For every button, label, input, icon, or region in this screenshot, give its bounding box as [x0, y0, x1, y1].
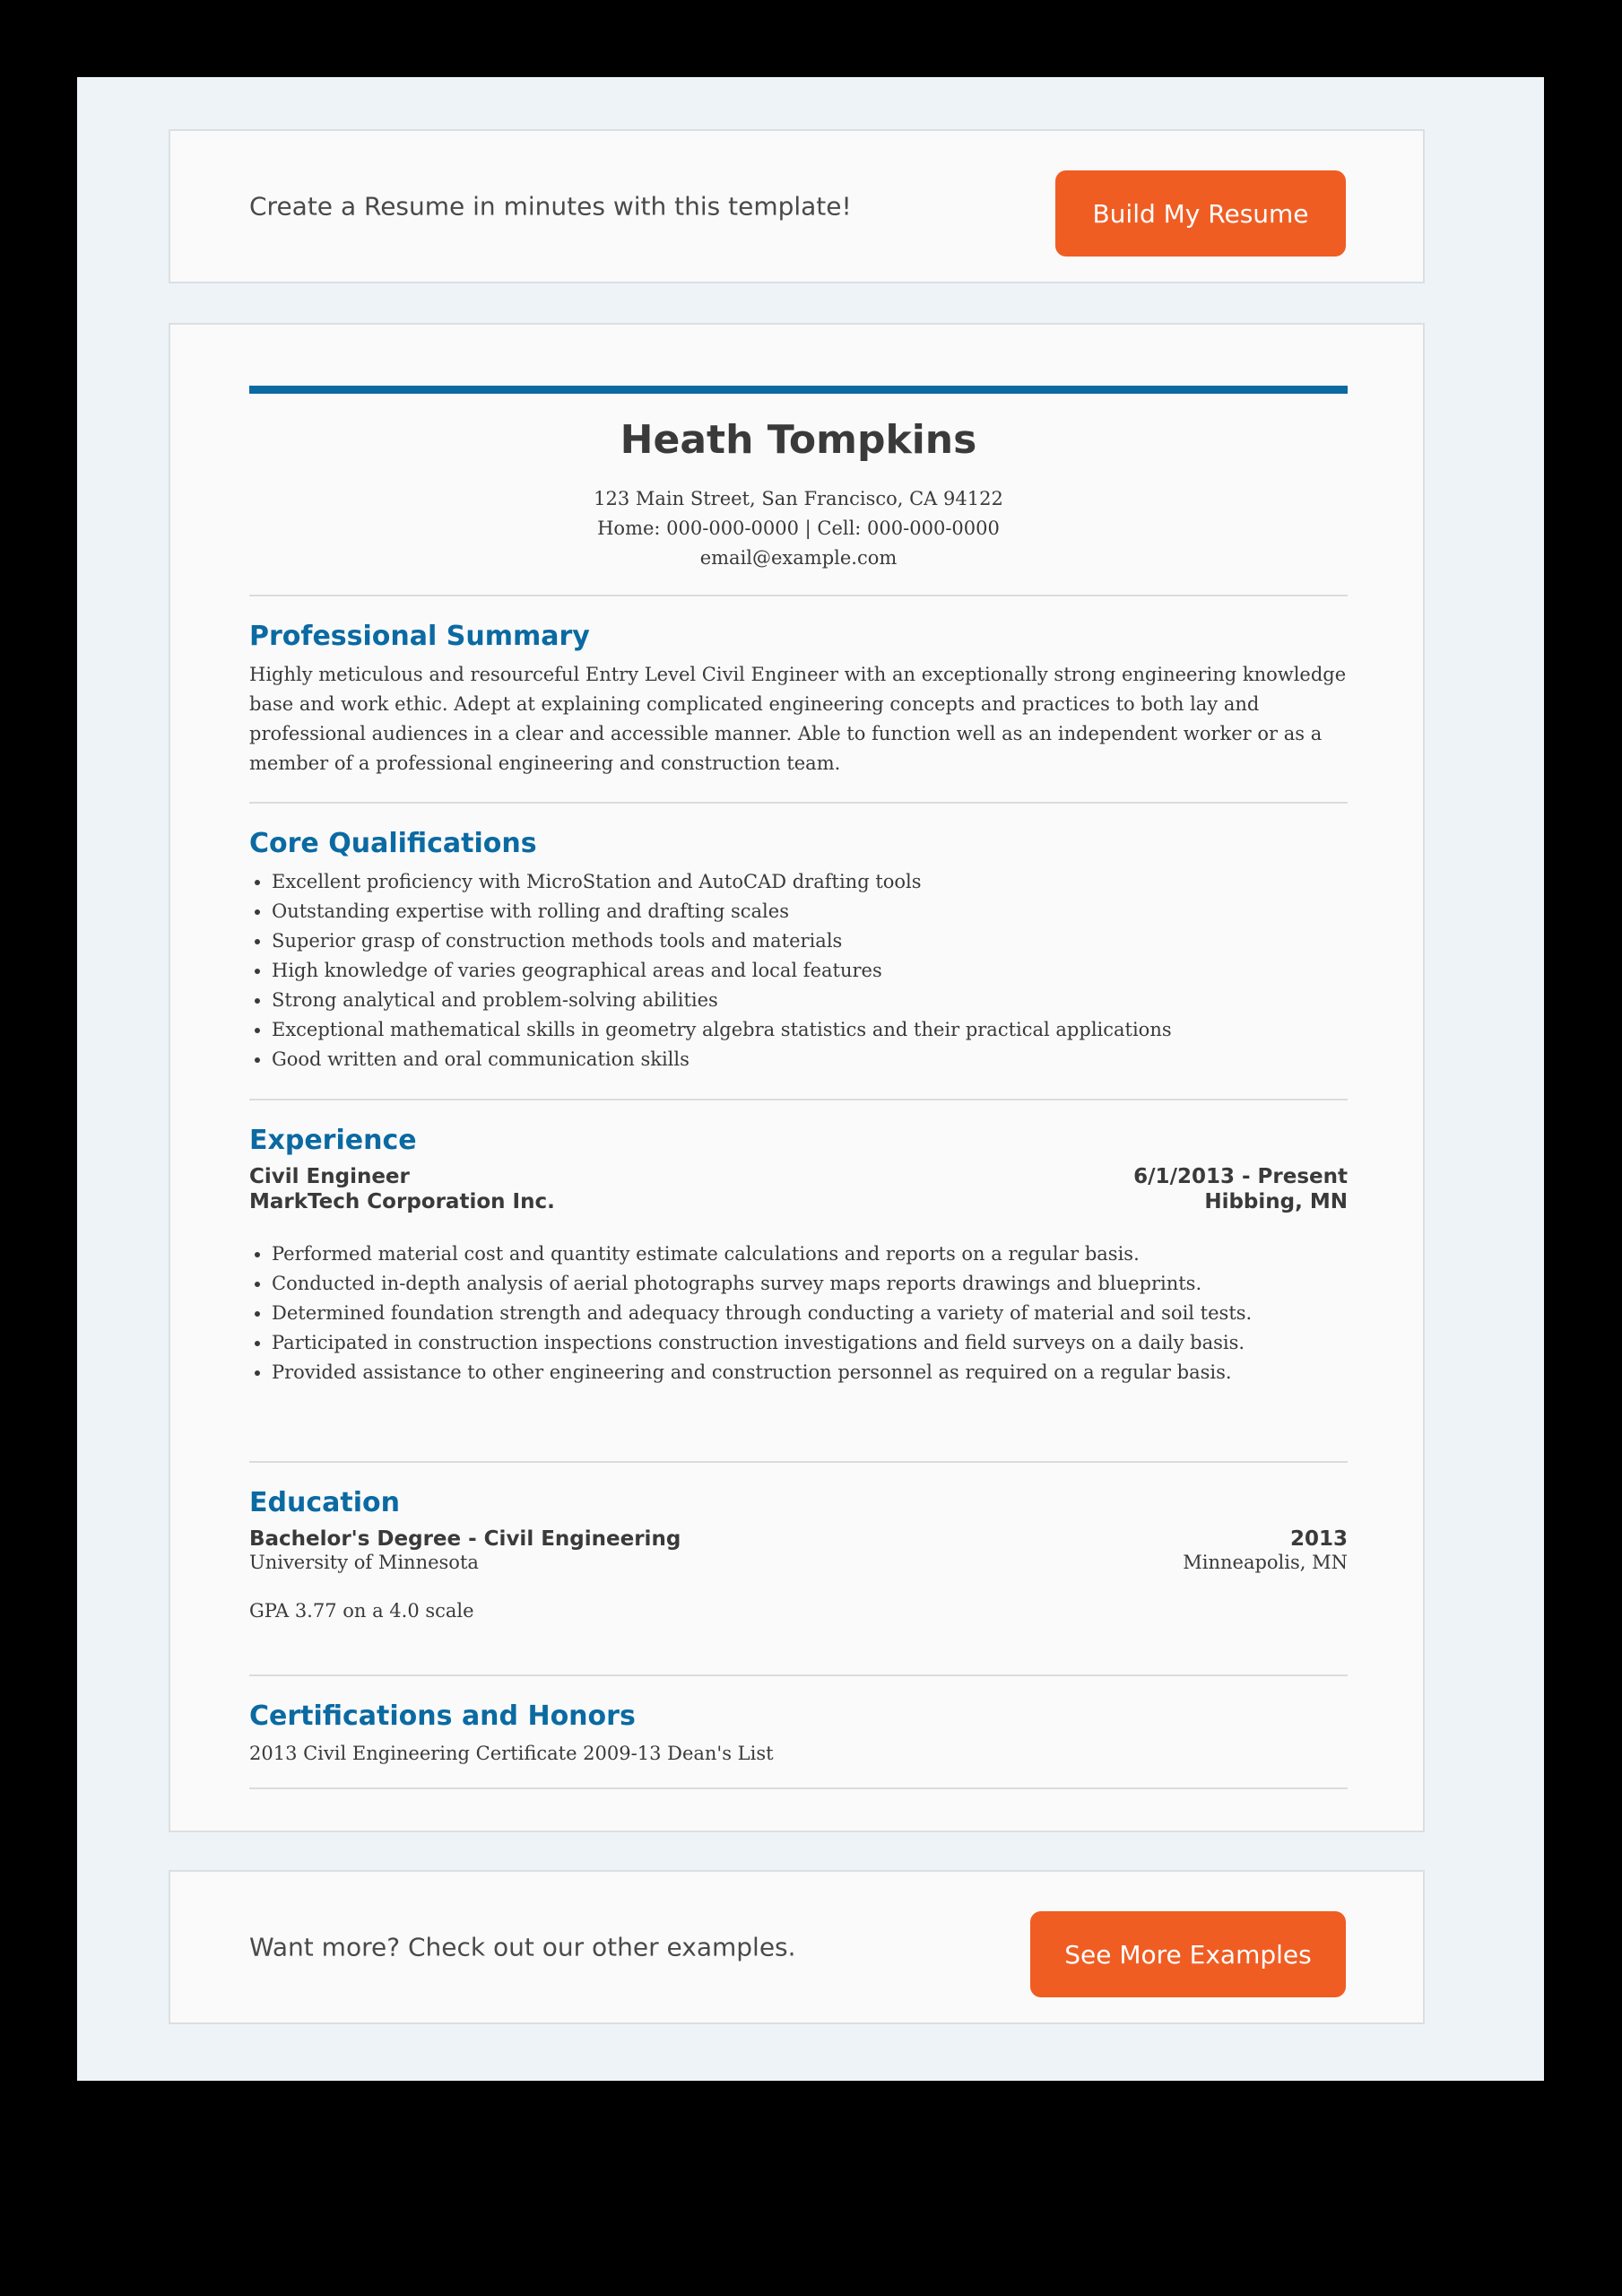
email: email@example.com	[699, 547, 898, 569]
header-accent-bar	[249, 386, 1348, 394]
school-row	[249, 1552, 1348, 1573]
qualifications-list	[249, 867, 1348, 1074]
gpa: GPA 3.77 on a 4.0 scale	[249, 1600, 474, 1622]
experience-list	[249, 1239, 1348, 1387]
divider	[249, 1099, 1348, 1100]
divider	[249, 1787, 1348, 1789]
section-title-qualifications: Core Qualifications	[249, 828, 537, 859]
list-item: • Exceptional mathematical skills in geometry algebra statistics and their practical applications	[272, 1015, 1348, 1045]
degree-row	[249, 1527, 1348, 1551]
promo-banner-bottom	[169, 1870, 1425, 2024]
list-item: • Determined foundation strength and adequacy through conducting a variety of material and soil tests.	[272, 1299, 1348, 1328]
list-item: • Superior grasp of construction methods tools and materials	[272, 926, 1348, 956]
section-title-experience: Experience	[249, 1125, 417, 1156]
company-name: MarkTech Corporation Inc.	[249, 1190, 555, 1213]
divider	[249, 1461, 1348, 1463]
promo-text: Create a Resume in minutes with this template!	[249, 191, 852, 222]
divider	[249, 802, 1348, 804]
summary-text: Highly meticulous and resourceful Entry Level Civil Engineer with an exceptionally strong engineering knowledge base and work ethic. Adept at explaining complicated engineering concepts and practices to both lay and professional audiences in a clear and accessible manner. Able to function well as an independent worker or as a member of a professional engineering and construction team.	[249, 664, 1347, 774]
school-name: University of Minnesota	[249, 1552, 479, 1573]
resume-document	[169, 323, 1425, 1832]
section-title-certifications: Certifications and Honors	[249, 1700, 636, 1732]
page-background	[77, 77, 1544, 2081]
certifications-text: 2013 Civil Engineering Certificate 2009-13 Dean's List	[249, 1743, 774, 1764]
promo-text: Want more? Check out our other examples.	[249, 1932, 796, 1962]
degree: Bachelor's Degree - Civil Engineering	[249, 1527, 681, 1551]
list-item: • Outstanding expertise with rolling and drafting scales	[272, 897, 1348, 926]
list-item: • Excellent proficiency with MicroStation and AutoCAD drafting tools	[272, 867, 1348, 897]
graduation-year: 2013	[1289, 1527, 1348, 1551]
school-location: Minneapolis, MN	[1183, 1552, 1348, 1573]
phone-numbers: Home: 000-000-0000 | Cell: 000-000-0000	[597, 517, 1000, 539]
divider	[249, 1674, 1348, 1676]
job-title: Civil Engineer	[249, 1165, 410, 1188]
see-more-examples-button[interactable]: See More Examples	[1030, 1911, 1346, 1997]
candidate-name: Heath Tompkins	[620, 417, 977, 463]
job-dates: 6/1/2013 - Present	[1133, 1165, 1348, 1188]
list-item: • Provided assistance to other engineering and construction personnel as required on a regular basis.	[272, 1358, 1348, 1387]
job-header-row	[249, 1165, 1348, 1188]
promo-banner-top	[169, 129, 1425, 283]
contact-info	[249, 484, 1348, 573]
list-item: • High knowledge of varies geographical areas and local features	[272, 956, 1348, 986]
address: 123 Main Street, San Francisco, CA 94122	[594, 488, 1003, 509]
list-item: • Performed material cost and quantity estimate calculations and reports on a regular basis.	[272, 1239, 1348, 1269]
section-title-summary: Professional Summary	[249, 621, 590, 652]
list-item: • Strong analytical and problem-solving abilities	[272, 986, 1348, 1015]
list-item: • Participated in construction inspections construction investigations and field surveys on a daily basis.	[272, 1328, 1348, 1358]
divider	[249, 595, 1348, 596]
job-location: Hibbing, MN	[1204, 1190, 1348, 1213]
list-item: • Good written and oral communication skills	[272, 1045, 1348, 1074]
section-title-education: Education	[249, 1487, 400, 1518]
build-my-resume-button[interactable]: Build My Resume	[1055, 170, 1346, 257]
list-item: • Conducted in-depth analysis of aerial photographs survey maps reports drawings and blueprints.	[272, 1269, 1348, 1299]
company-row	[249, 1190, 1348, 1213]
